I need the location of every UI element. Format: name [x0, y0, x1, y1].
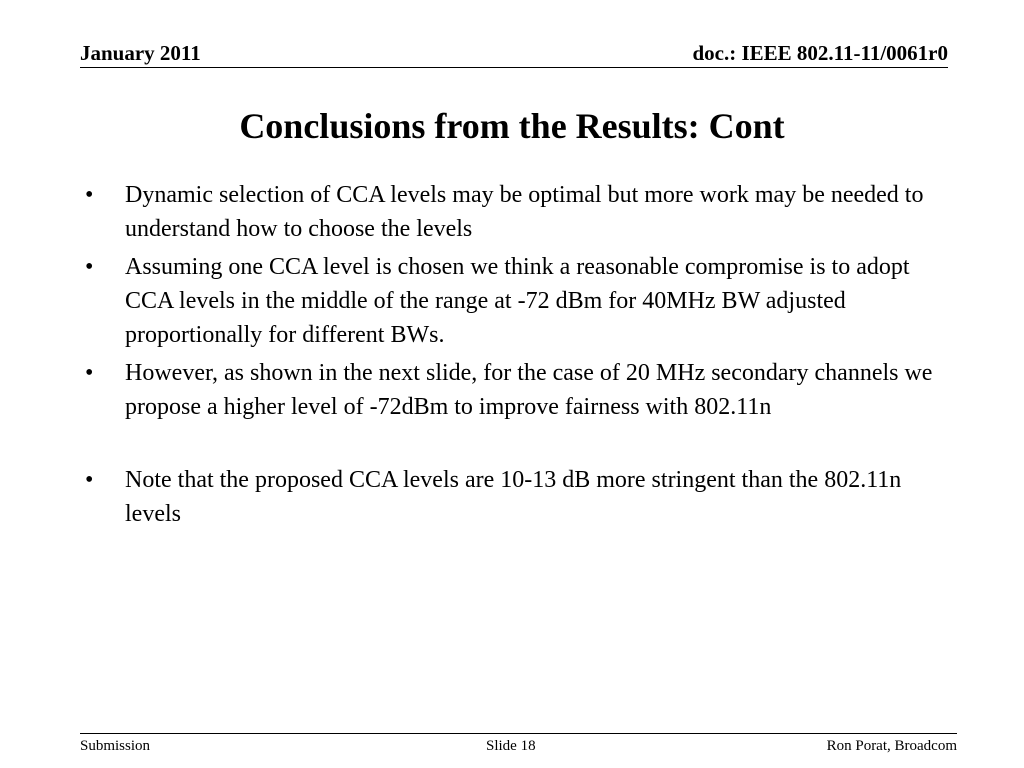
footer-submission: Submission — [80, 738, 151, 754]
footer-divider — [80, 733, 957, 734]
bullet-item — [82, 356, 962, 424]
slide-title: Conclusions from the Results: Cont — [239, 106, 785, 146]
bullet-list — [82, 178, 962, 535]
footer-slide-number: Slide 18 — [486, 738, 536, 754]
bullet-marker: • — [85, 360, 94, 386]
bullet-item — [82, 250, 962, 352]
bullet-text: Dynamic selection of CCA levels may be optimal but more work may be needed to understand how to choose the levels — [125, 182, 924, 242]
footer-author: Ron Porat, Broadcom — [826, 738, 957, 754]
header-document-id: doc.: IEEE 802.11-11/0061r0 — [692, 41, 948, 65]
bullet-text: Assuming one CCA level is chosen we think a reasonable compromise is to adopt CCA levels in the middle of the range at -72 dBm for 40MHz BW adjusted proportionally for different BWs. — [125, 254, 910, 348]
bullet-text: Note that the proposed CCA levels are 10-13 dB more stringent than the 802.11n levels — [125, 467, 902, 527]
bullet-item — [82, 178, 962, 246]
bullet-marker: • — [85, 254, 94, 280]
header-divider — [80, 67, 948, 68]
bullet-marker: • — [85, 182, 94, 208]
bullet-text: However, as shown in the next slide, for the case of 20 MHz secondary channels we propose a higher level of -72dBm to improve fairness with 802.11n — [125, 360, 933, 420]
bullet-item — [82, 463, 962, 531]
header-date: January 2011 — [80, 41, 201, 65]
bullet-marker: • — [85, 467, 94, 493]
